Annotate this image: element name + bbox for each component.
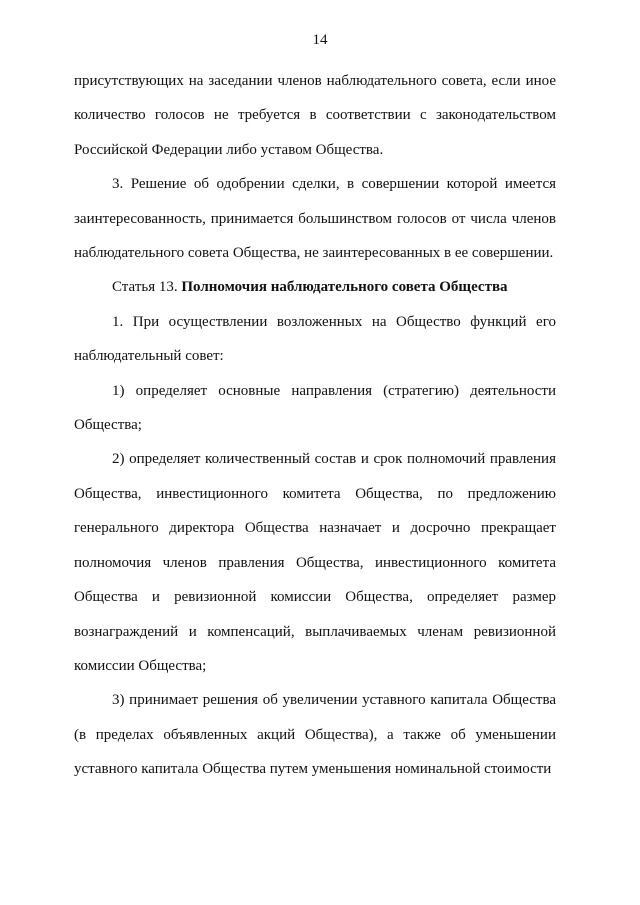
page-number: 14: [312, 32, 328, 48]
paragraph-subitem-3: 3) принимает решения об увеличении уставного капитала Общества (в пределах объявленных акций Общества), а также об уменьшении уставного капитала Общества путем уменьшения номинальной стоимости: [74, 692, 556, 778]
document-body: [74, 64, 556, 787]
article-number: Статья 13.: [112, 279, 182, 296]
paragraph-subitem-2: 2) определяет количественный состав и срок полномочий правления Общества, инвестиционного комитета Общества, по предложению генерального директора Общества назначает и досрочно прекращает полномочия членов правления Общества, инвестиционного комитета Общества и ревизионной комиссии Общества, определяет размер вознаграждений и компенсаций, выплачиваемых членам ревизионной комиссии Общества;: [74, 451, 556, 674]
article-title: Полномочия наблюдательного совета Общества: [181, 279, 508, 296]
paragraph-continuation: присутствующих на заседании членов наблюдательного совета, если иное количество голосов не требуется в соответствии с законодательством Российской Федерации либо уставом Общества.: [74, 73, 556, 158]
paragraph-clause-1: 1. При осуществлении возложенных на Общество функций его наблюдательный совет:: [74, 313, 556, 365]
paragraph-item-3: 3. Решение об одобрении сделки, в совершении которой имеется заинтересованность, принимается большинством голосов от числа членов наблюдательного совета Общества, не заинтересованных в ее совершении.: [74, 176, 556, 262]
paragraph-subitem-1: 1) определяет основные направления (стратегию) деятельности Общества;: [74, 382, 556, 434]
article-heading: [74, 270, 556, 304]
